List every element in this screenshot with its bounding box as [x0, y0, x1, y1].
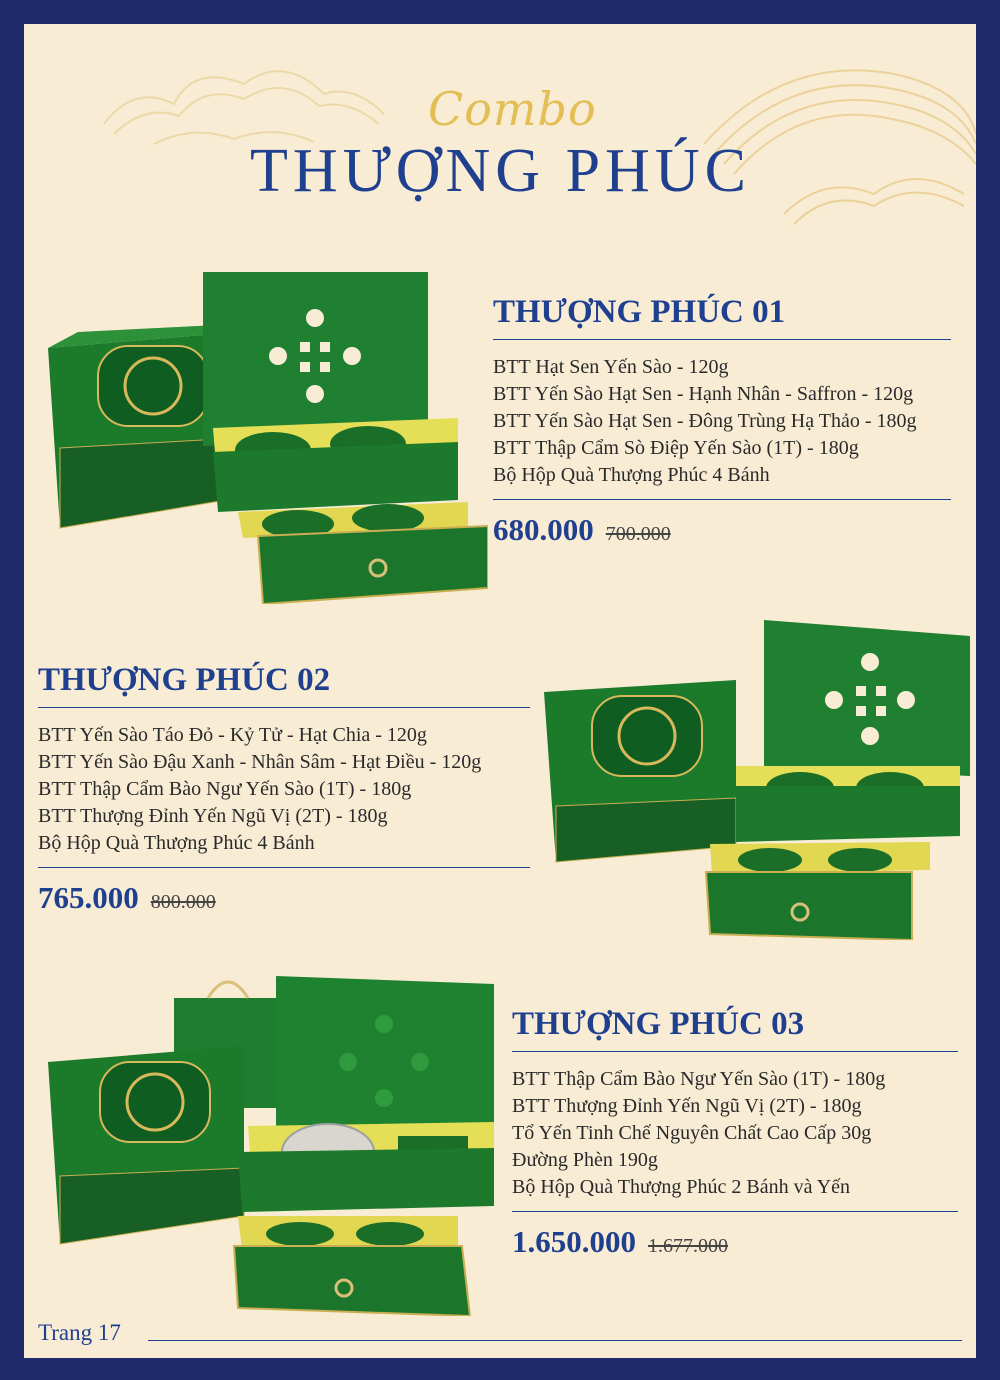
page-number: Trang 17 [38, 1320, 121, 1345]
divider [38, 707, 530, 708]
product-title: THƯỢNG PHÚC 01 [493, 294, 786, 330]
divider [493, 499, 951, 500]
old-price: 700.000 [605, 523, 671, 545]
list-item: BTT Hạt Sen Yến Sào - 120g [493, 356, 729, 378]
list-item: Bộ Hộp Quà Thượng Phúc 4 Bánh [493, 464, 770, 486]
gift-box-image-3 [38, 976, 498, 1316]
list-item: BTT Yến Sào Hạt Sen - Hạnh Nhân - Saffron - 120g [493, 383, 914, 405]
list-item: BTT Thập Cẩm Bào Ngư Yến Sào (1T) - 180g [512, 1068, 886, 1090]
product-items-list [493, 354, 951, 489]
price-row [512, 1224, 958, 1260]
old-price: 1.677.000 [648, 1235, 728, 1257]
product-items-list [38, 722, 530, 857]
list-item: BTT Thượng Đỉnh Yến Ngũ Vị (2T) - 180g [38, 805, 388, 827]
divider [512, 1051, 958, 1052]
list-item: Đường Phèn 190g [512, 1149, 658, 1171]
list-item: BTT Yến Sào Táo Đỏ - Kỷ Tử - Hạt Chia - 120g [38, 724, 427, 746]
page-title: THƯỢNG PHÚC [250, 137, 751, 205]
list-item: Bộ Hộp Quà Thượng Phúc 4 Bánh [38, 832, 315, 854]
catalog-page [24, 24, 976, 1358]
list-item: BTT Yến Sào Đậu Xanh - Nhân Sâm - Hạt Điều - 120g [38, 751, 482, 773]
product-items-list [512, 1066, 958, 1201]
price: 680.000 [493, 512, 594, 547]
price-row [493, 512, 951, 548]
product-title: THƯỢNG PHÚC 03 [512, 1006, 805, 1042]
list-item: BTT Thập Cẩm Sò Điệp Yến Sào (1T) - 180g [493, 437, 859, 459]
divider [512, 1211, 958, 1212]
list-item: BTT Thập Cẩm Bào Ngư Yến Sào (1T) - 180g [38, 778, 412, 800]
divider [38, 867, 530, 868]
list-item: Bộ Hộp Quà Thượng Phúc 2 Bánh và Yến [512, 1176, 851, 1198]
list-item: BTT Yến Sào Hạt Sen - Đông Trùng Hạ Thảo - 180g [493, 410, 917, 432]
product-card-3 [512, 1006, 958, 1260]
product-card-2 [38, 662, 530, 916]
gift-box-image-1 [38, 268, 488, 604]
product-title: THƯỢNG PHÚC 02 [38, 662, 331, 698]
price: 1.650.000 [512, 1224, 636, 1259]
gift-box-image-2 [540, 616, 970, 940]
divider [493, 339, 951, 340]
list-item: BTT Thượng Đỉnh Yến Ngũ Vị (2T) - 180g [512, 1095, 862, 1117]
footer-divider [148, 1340, 962, 1341]
price: 765.000 [38, 880, 139, 915]
combo-script-label: Combo [428, 82, 597, 136]
list-item: Tổ Yến Tinh Chế Nguyên Chất Cao Cấp 30g [512, 1122, 872, 1144]
product-card-1 [493, 294, 951, 548]
old-price: 800.000 [150, 891, 216, 913]
price-row [38, 880, 530, 916]
